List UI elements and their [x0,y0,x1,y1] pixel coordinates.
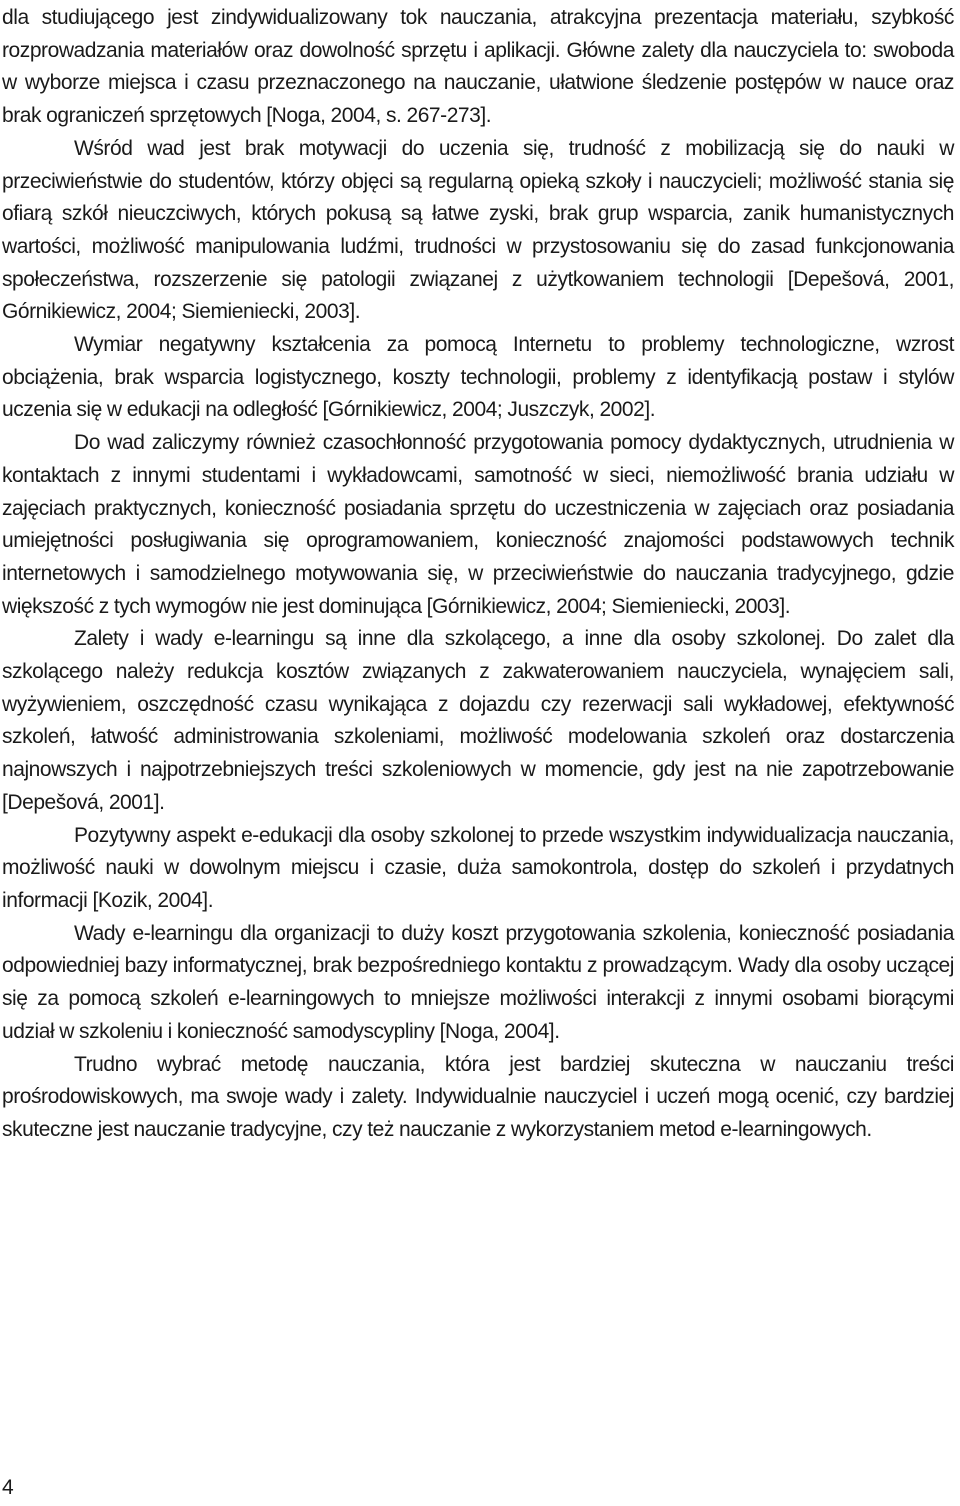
paragraph-1: dla studiującego jest zindywidualizowany tok nauczania, atrakcyjna prezentacja materiału, szybkość rozprowadzania materiałów oraz dowolność sprzętu i aplikacji. Główne zalety dla nauczyciela to: swoboda w wyborze miejsca i czasu przeznaczonego na nauczanie, ułatwione śledzenie postępów w nauce oraz brak ograniczeń sprzętowych [Noga, 2004, s. 267-273]. [2,6,954,128]
paragraph-7: Wady e-learningu dla organizacji to duży koszt przygotowania szkolenia, konieczność posiadania odpowiedniej bazy informatycznej, brak bezpośredniego kontaktu z prowadzącym. Wady dla osoby uczącej się za pomocą szkoleń e-learningowych to mniejsze możliwości interakcji z innymi osobami biorącymi udział w szkoleniu i konieczność samodyscypliny [Noga, 2004]. [2,921,954,1043]
body-text [2,2,954,1147]
paragraph-8: Trudno wybrać metodę nauczania, która jest bardziej skuteczna w nauczaniu treści prośrodowiskowych, ma swoje wady i zalety. Indywidualnie nauczyciel i uczeń mogą ocenić, czy bardziej skuteczne jest nauczanie tradycyjne, czy też nauczanie z wykorzystaniem metod e-learningowych. [2,1052,954,1141]
paragraph-5: Zalety i wady e-learningu są inne dla szkolącego, a inne dla osoby szkolonej. Do zalet dla szkolącego należy redukcja kosztów związanych z zakwaterowaniem nauczyciela, wynajęciem sali, wyżywieniem, oszczędność czasu wynikająca z dojazdu czy rezerwacji sali wykładowej, efektywność szkoleń, łatwość administrowania szkoleniami, możliwość modelowania szkoleń oraz dostarczenia najnowszych i najpotrzebniejszych treści szkoleniowych w momencie, gdy jest na nie zapotrzebowanie [Depešová, 2001]. [2,627,954,814]
paragraph-2: Wśród wad jest brak motywacji do uczenia się, trudność z mobilizacją się do nauki w przeciwieństwie do studentów, którzy objęci są regularną opieką szkoły i nauczycieli; możliwość stania się ofiarą szkół nieuczciwych, których pokusą są łatwe zyski, brak grup wsparcia, zanik humanistycznych wartości, możliwość manipulowania ludźmi, trudności w przystosowaniu się do zasad funkcjonowania społeczeństwa, rozszerzenie się patologii związanej z użytkowaniem technologii [Depešová, 2001, Górnikiewicz, 2004; Siemieniecki, 2003]. [2,136,954,324]
paragraph-6: Pozytywny aspekt e-edukacji dla osoby szkolonej to przede wszystkim indywidualizacja nauczania, możliwość nauki w dowolnym miejscu i czasie, duża samokontrola, dostęp do szkoleń i przydatnych informacji [Kozik, 2004]. [2,823,954,912]
paragraph-3: Wymiar negatywny kształcenia za pomocą Internetu to problemy technologiczne, wzrost obciążenia, brak wsparcia logistycznego, koszty technologii, problemy z identyfikacją postaw i stylów uczenia się w edukacji na odległość [Górnikiewicz, 2004; Juszczyk, 2002]. [2,333,954,422]
page-number: 4 [2,1476,14,1499]
paragraph-4: Do wad zaliczymy również czasochłonność przygotowania pomocy dydaktycznych, utrudnienia w kontaktach z innymi studentami i wykładowcami, samotność w sieci, niemożliwość brania udziału w zajęciach praktycznych, konieczność posiadania sprzętu do uczestniczenia w zajęciach oraz posiadania umiejętności posługiwania się oprogramowaniem, konieczność znajomości podstawowych technik internetowych i samodzielnego motywowania się, w przeciwieństwie do nauczania tradycyjnego, gdzie większość z tych wymogów nie jest dominująca [Górnikiewicz, 2004; Siemieniecki, 2003]. [2,431,954,618]
